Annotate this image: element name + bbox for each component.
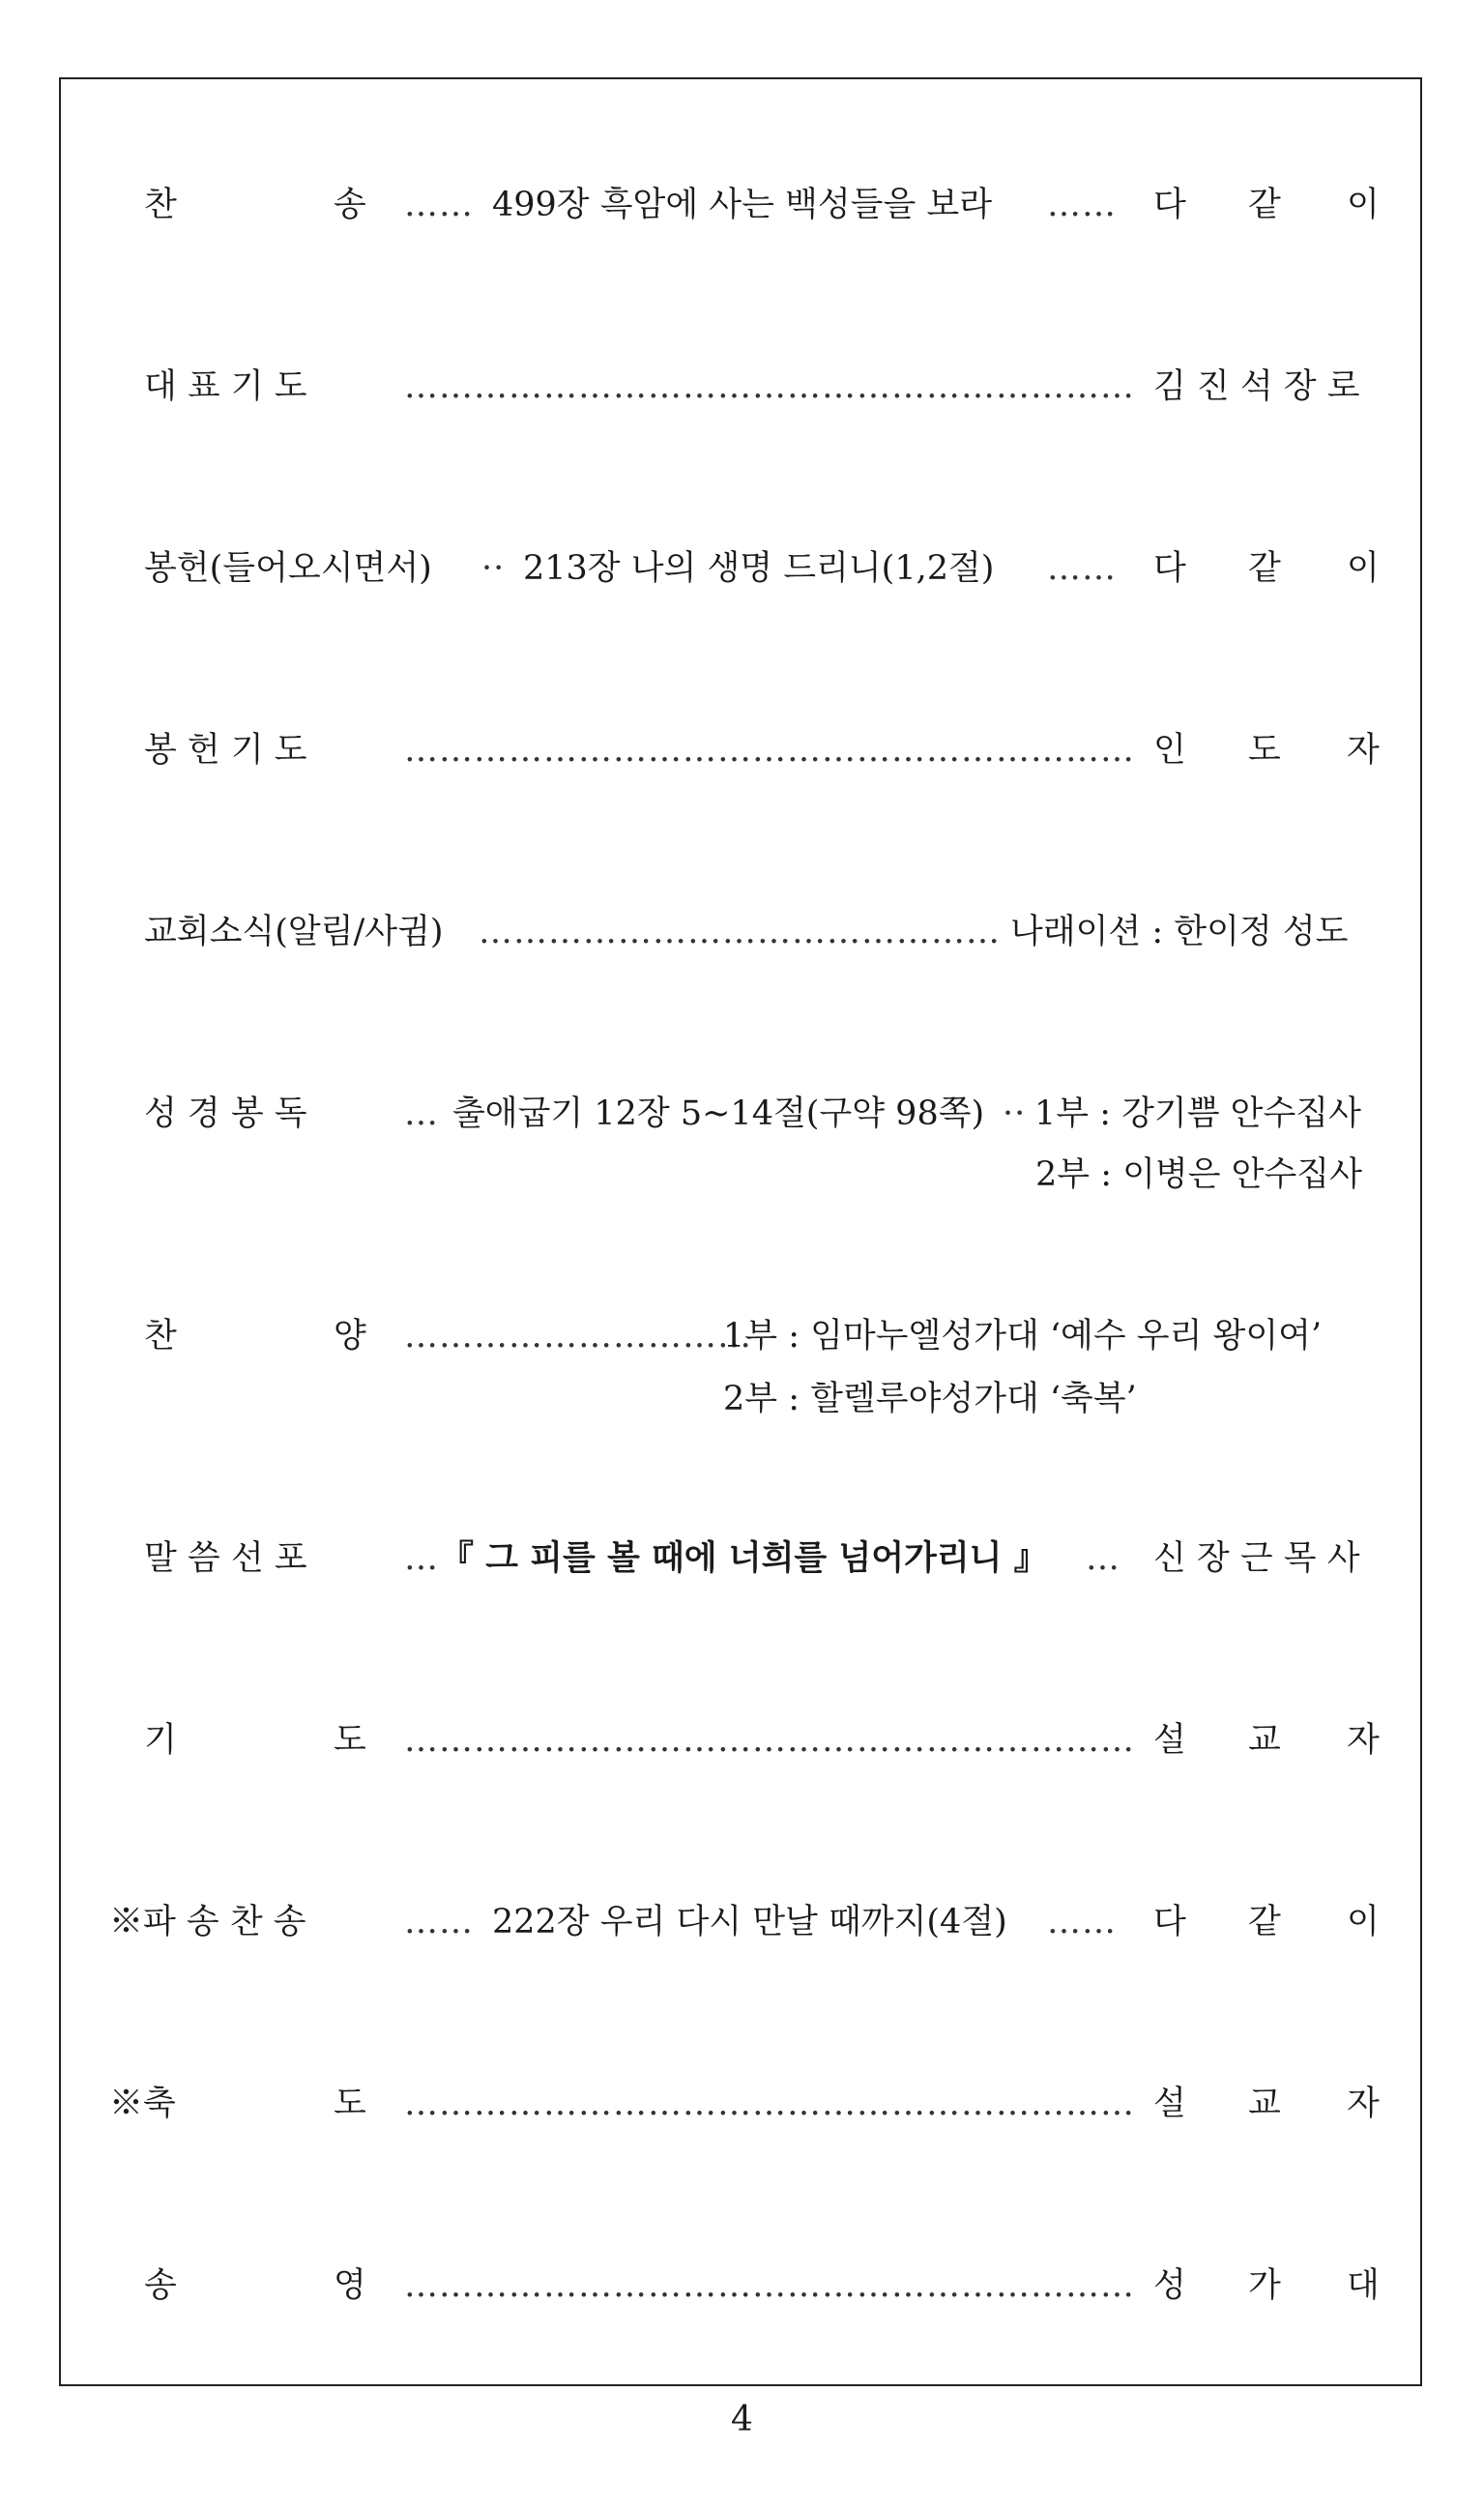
item-label: 봉 헌 기 도 [144, 731, 307, 770]
performer-char-2: 교 [1248, 2085, 1281, 2123]
label-char-2: 송 [334, 186, 366, 224]
row-scripture-reading [61, 1085, 1420, 1194]
program-frame [59, 77, 1422, 2386]
performer-char-1: 인 [1153, 731, 1186, 770]
performer-char-2: 같 [1248, 549, 1281, 588]
leader-dots: ……………………………………………………… [404, 2266, 1135, 2305]
performer: 김 진 석 장 로 [1153, 367, 1360, 406]
reader-part-2: 2부 : 이병은 안수집사 [1035, 1155, 1362, 1194]
leader-dots: … [404, 1539, 439, 1578]
performer-char-3: 이 [1347, 1903, 1380, 1941]
scripture-passage: 출애굽기 12장 5~14절(구약 98쪽) [452, 1094, 985, 1133]
hymn-title: 499장 흑암에 사는 백성들을 보라 [492, 186, 993, 224]
preacher: 신 장 근 목 사 [1153, 1539, 1360, 1578]
row-church-news [61, 903, 1420, 961]
leader-dots: … [404, 1094, 439, 1133]
row-benediction [61, 2075, 1420, 2133]
leader-dots: ………………………… [404, 1317, 752, 1356]
item-label: 성 경 봉 독 [144, 1094, 307, 1133]
row-doxology [61, 2257, 1420, 2315]
page-number: 4 [731, 2400, 753, 2439]
leader-dots: …… [404, 186, 474, 224]
leader-dots: …… [1047, 549, 1117, 588]
item-label: ※파 송 찬 송 [109, 1903, 306, 1941]
performer-char-2: 교 [1248, 1721, 1281, 1760]
label-char-2: 도 [334, 2085, 366, 2123]
performer-char-3: 이 [1347, 549, 1380, 588]
leader-dots: … [1086, 1539, 1120, 1578]
hymn-title: 222장 우리 다시 만날 때까지(4절) [492, 1903, 1007, 1941]
choir-part-2: 2부 : 할렐루야성가대 ‘축복’ [723, 1380, 1137, 1418]
performer-char-1: 설 [1153, 2085, 1186, 2123]
item-label: 말 씀 선 포 [144, 1539, 307, 1578]
leader-dots: …… [1047, 1903, 1117, 1941]
leader-dots: ……………………………………………………… [404, 2085, 1135, 2123]
row-hymn [61, 176, 1420, 234]
hymn-title: 213장 나의 생명 드리니(1,2절) [523, 549, 995, 588]
label-char-2: 도 [334, 1721, 366, 1760]
label-char-1: 찬 [144, 1317, 177, 1356]
leader-dots: …… [404, 1903, 474, 1941]
label-char-1: 기 [144, 1721, 177, 1760]
leader-dots: ·· [481, 549, 506, 588]
performer-char-2: 같 [1248, 186, 1281, 224]
leader-dots: ·· [1003, 1094, 1027, 1133]
row-sermon [61, 1530, 1420, 1588]
performer-char-1: 다 [1153, 186, 1186, 224]
row-sending-hymn [61, 1893, 1420, 1951]
row-representative-prayer [61, 358, 1420, 416]
leader-dots: ……………………………………………………… [404, 1721, 1135, 1760]
row-offering [61, 540, 1420, 598]
performer-char-1: 다 [1153, 549, 1186, 588]
sermon-title: 『 그 피를 볼 때에 너희를 넘어가리니 』 [440, 1538, 1048, 1578]
choir-part-1: 1부 : 임마누엘성가대 ‘예수 우리 왕이여’ [723, 1317, 1323, 1356]
performer: 나래이션 : 한이정 성도 [1010, 913, 1349, 951]
leader-dots: …… [1047, 186, 1117, 224]
performer-char-3: 이 [1347, 186, 1380, 224]
performer-char-2: 도 [1248, 731, 1281, 770]
performer-char-1: 성 [1153, 2266, 1186, 2305]
reader-part-1: 1부 : 강기쁨 안수집사 [1034, 1094, 1361, 1133]
item-label: 대 표 기 도 [144, 367, 307, 406]
label-char-1: 찬 [144, 186, 177, 224]
performer-char-3: 자 [1347, 731, 1380, 770]
row-choir-anthem [61, 1307, 1420, 1418]
performer-char-3: 자 [1347, 1721, 1380, 1760]
performer-char-2: 가 [1248, 2266, 1281, 2305]
item-label: 교회소식(알림/사귐) [144, 913, 444, 951]
label-char-2: 영 [334, 2266, 366, 2305]
performer-char-1: 설 [1153, 1721, 1186, 1760]
leader-dots: ……………………………………… [479, 913, 1001, 951]
label-char-1: ※축 [109, 2085, 176, 2123]
label-char-1: 송 [144, 2266, 177, 2305]
row-offering-prayer [61, 721, 1420, 779]
performer-char-3: 자 [1347, 2085, 1380, 2123]
leader-dots: ……………………………………………………… [404, 367, 1135, 406]
leader-dots: ……………………………………………………… [404, 731, 1135, 770]
item-label: 봉헌(들어오시면서) [144, 549, 432, 588]
row-prayer [61, 1711, 1420, 1769]
performer-char-2: 같 [1248, 1903, 1281, 1941]
label-char-2: 양 [334, 1317, 366, 1356]
performer-char-1: 다 [1153, 1903, 1186, 1941]
performer-char-3: 대 [1347, 2266, 1380, 2305]
